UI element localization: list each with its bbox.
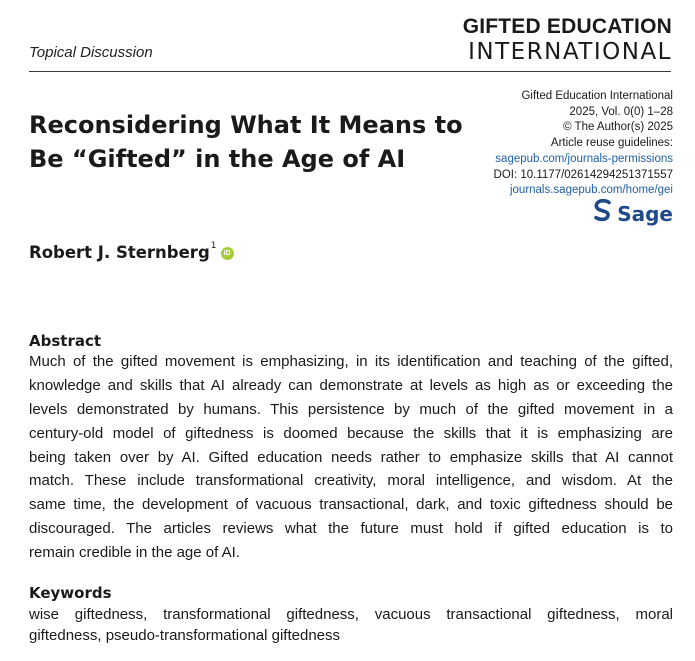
abstract-line: remain credible in the age of AI.	[29, 544, 240, 562]
author-name: Robert J. Sternberg	[29, 243, 210, 262]
doi: DOI: 10.1177/02614294251371557	[493, 168, 673, 181]
abstract-heading: Abstract	[29, 332, 102, 350]
abstract-line: knowledge and skills that AI already can demonstrate at levels as high as or exceeding the	[29, 376, 673, 394]
copyright-notice: © The Author(s) 2025	[563, 121, 673, 134]
abstract-line: Much of the gifted movement is emphasizing, in its identification and teaching of the gifted,	[29, 353, 673, 370]
abstract-line: being taken over by AI. Gifted education needs rather to emphasize skills that AI cannot	[29, 448, 673, 466]
orcid-icon[interactable]: iD	[221, 247, 234, 260]
permissions-link[interactable]: sagepub.com/journals-permissions	[495, 152, 673, 165]
journal-brand	[463, 14, 672, 65]
article-title	[29, 108, 479, 176]
header-divider	[29, 71, 671, 72]
article-metadata	[494, 89, 673, 199]
publisher-logo	[593, 199, 673, 228]
keywords-heading: Keywords	[29, 584, 112, 602]
keywords-text	[29, 604, 673, 646]
journal-name-line1: GIFTED EDUCATION	[462, 15, 672, 38]
abstract-line: century-old model of giftedness is doomed because the skills that it is emphasizing are	[29, 424, 673, 442]
section-label: Topical Discussion	[29, 44, 153, 61]
publisher-name: Sage	[617, 201, 673, 226]
affiliation-mark[interactable]: 1	[210, 241, 217, 251]
journal-name-line2: INTERNATIONAL	[468, 39, 672, 65]
abstract-line: levels demonstrated by humans. This persistence by much of the gifted movement in a	[29, 400, 673, 418]
keywords-line: giftedness, pseudo-transformational giftedness	[29, 627, 341, 644]
title-line: Be “Gifted” in the Age of AI	[29, 145, 406, 173]
sage-s-logo-icon	[593, 199, 613, 228]
abstract-line: same time, the development of vacuous transactional, dark, and toxic giftedness should be	[29, 496, 673, 514]
title-line: Reconsidering What It Means to	[29, 111, 463, 139]
journal-home-link[interactable]: journals.sagepub.com/home/gei	[509, 184, 673, 197]
volume-citation: 2025, Vol. 0(0) 1–28	[569, 105, 673, 118]
abstract-text	[29, 350, 673, 565]
reuse-guidelines-label: Article reuse guidelines:	[550, 137, 673, 150]
abstract-line: discouraged. The articles reviews what the future must hold if gifted education is to	[29, 520, 673, 538]
journal-citation-name: Gifted Education International	[521, 90, 673, 102]
author-line	[29, 243, 234, 262]
keywords-line: wise giftedness, transformational giftedness, vacuous transactional giftedness, moral	[29, 606, 673, 623]
abstract-line: match. These include transformational creativity, moral intelligence, and wisdom. At the	[29, 472, 673, 490]
